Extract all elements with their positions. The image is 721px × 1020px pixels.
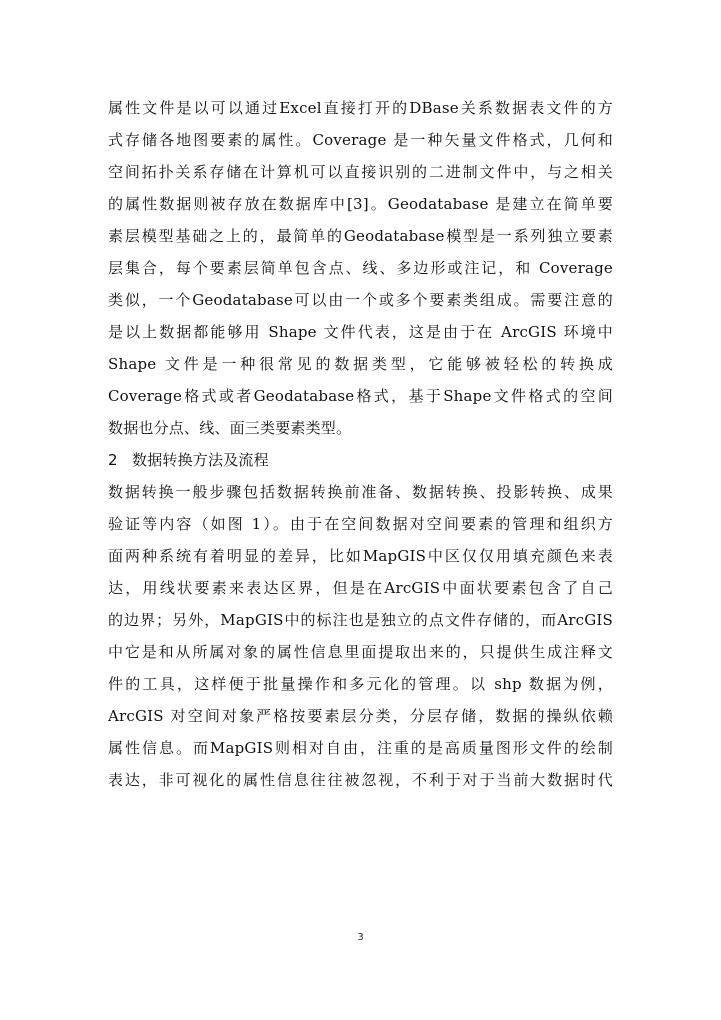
text-line: Shape 文件是一种很常见的数据类型，它能够被轻松的转换成 xyxy=(108,355,613,373)
text-line: 类似，一个Geodatabase可以由一个或多个要素类组成。需要注意的 xyxy=(108,291,613,309)
paragraph-conversion-steps xyxy=(108,476,613,796)
body-text xyxy=(108,92,613,796)
text-line: 面两种系统有着明显的差异，比如MapGIS中区仅仅用填充颜色来表 xyxy=(108,547,613,565)
text-line: Coverage格式或者Geodatabase格式，基于Shape文件格式的空间 xyxy=(108,387,613,405)
text-line: 中它是和从所属对象的属性信息里面提取出来的，只提供生成注释文 xyxy=(108,643,613,661)
text-line: 属性信息。而MapGIS则相对自由，注重的是高质量图形文件的绘制 xyxy=(108,739,613,757)
paragraph-file-formats xyxy=(108,92,613,444)
section-heading xyxy=(108,444,613,476)
text-line: 验证等内容（如图 1）。由于在空间数据对空间要素的管理和组织方 xyxy=(108,515,613,533)
text-line: 数据转换一般步骤包括数据转换前准备、数据转换、投影转换、成果 xyxy=(108,483,613,501)
page-number: 3 xyxy=(357,932,364,943)
text-line: 达，用线状要素来表达区界，但是在ArcGIS中面状要素包含了自己 xyxy=(108,579,613,597)
section-number: 2 xyxy=(108,451,118,469)
text-line: 的边界；另外，MapGIS中的标注也是独立的点文件存储的，而ArcGIS xyxy=(108,611,613,629)
text-line: 表达，非可视化的属性信息往往被忽视，不利于对于当前大数据时代 xyxy=(108,771,613,789)
text-line: 层集合，每个要素层简单包含点、线、多边形或注记，和 Coverage xyxy=(108,259,613,277)
text-line: 是以上数据都能够用 Shape 文件代表，这是由于在 ArcGIS 环境中 xyxy=(108,323,613,341)
section-title: 数据转换方法及流程 xyxy=(132,451,269,469)
text-line: 属性文件是以可以通过Excel直接打开的DBase关系数据表文件的方 xyxy=(108,99,613,117)
text-line: 数据也分点、线、面三类要素类型。 xyxy=(108,419,352,437)
text-line: 空间拓扑关系存储在计算机可以直接识别的二进制文件中，与之相关 xyxy=(108,163,613,181)
text-line: 件的工具，这样便于批量操作和多元化的管理。以 shp 数据为例， xyxy=(108,675,613,693)
text-line: 式存储各地图要素的属性。Coverage 是一种矢量文件格式，几何和 xyxy=(108,131,613,149)
text-line: 的属性数据则被存放在数据库中[3]。Geodatabase 是建立在简单要 xyxy=(108,195,613,213)
text-line: ArcGIS 对空间对象严格按要素层分类，分层存储，数据的操纵依赖 xyxy=(108,707,613,725)
text-line: 素层模型基础之上的，最简单的Geodatabase模型是一系列独立要素 xyxy=(108,227,613,245)
